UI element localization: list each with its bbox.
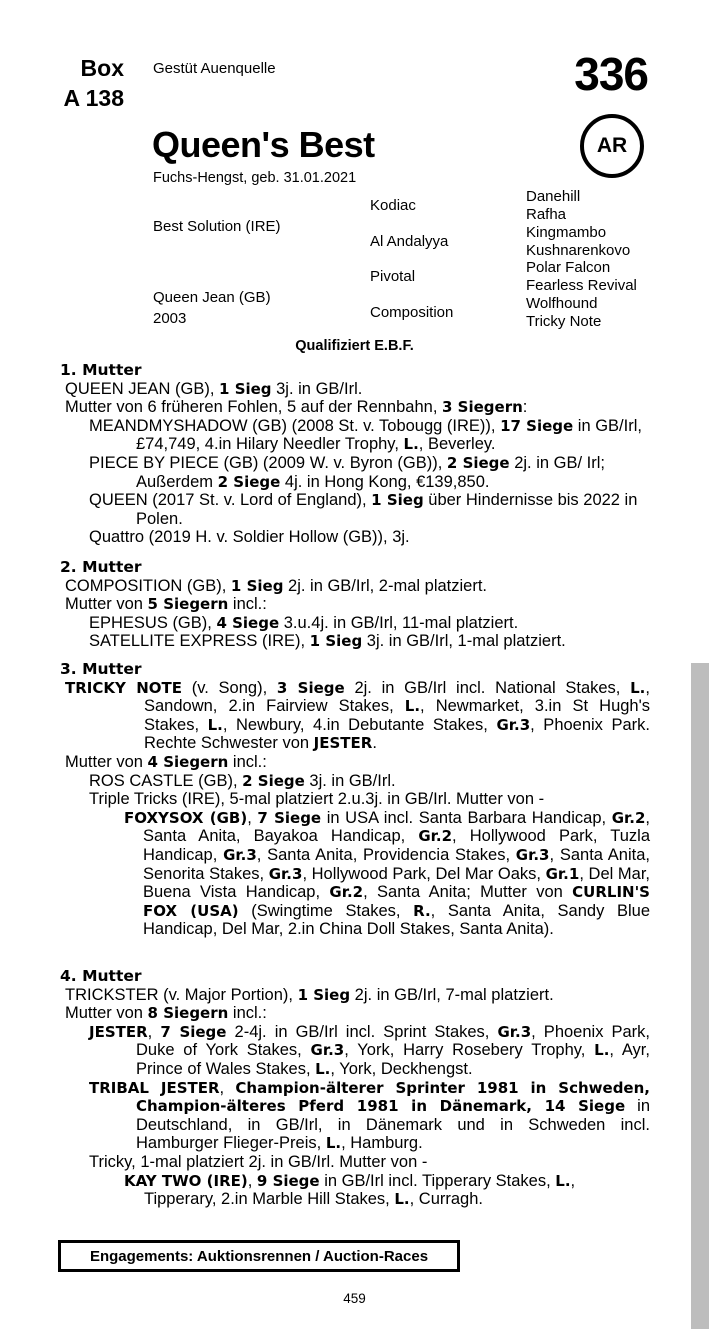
bold-run: 2 Siege [242,771,305,790]
bold-run: TRIBAL JESTER [89,1078,220,1097]
bold-run: CURLIN'S FOX (USA) [143,883,650,920]
produce-entry [60,614,650,633]
bold-run: 1 Sieg [297,985,351,1004]
text-run: , York, Harry Rosebery Trophy, [344,1041,595,1060]
produce-entry [60,454,650,491]
produce-entry [60,1023,650,1079]
breeder: Gestüt Auenquelle [153,60,276,77]
text-run: , Sandown, 2.in Fairview Stakes, [144,678,650,716]
text-run: TRICKSTER (v. Major Portion), [65,985,298,1004]
produce-entry [60,772,650,791]
bold-run: Gr.2 [418,827,453,846]
text-run: 3j. in GB/Irl, 1-mal platziert. [362,632,566,651]
text-run: Mutter von 6 früheren Fohlen, 5 auf der Rennbahn, [65,398,442,417]
bold-run: 7 Siege [257,808,322,827]
section-third-dam [60,660,650,939]
produce-summary [60,398,650,417]
text-run: , [147,1022,161,1041]
pedigree-sire: Best Solution (IRE) [153,218,281,235]
pedigree-gen3: Fearless Revival [526,277,637,294]
produce-summary [60,753,650,772]
text-run: , [219,1078,236,1097]
bold-run: L. [394,1190,410,1209]
text-run: , Del Mar, Buena Vista Handicap, [143,864,650,902]
section-second-dam [60,558,650,651]
bold-run: L. [404,697,421,716]
bold-run: 9 Siege [256,1171,320,1190]
bold-run: 5 Siegern [147,595,229,614]
bold-run: 1 Sieg [230,576,284,595]
grand-produce-entry [60,809,650,939]
text-run: ROS CASTLE (GB), [89,771,243,790]
text-run: über Hindernisse bis 2022 in Polen. [136,491,638,528]
dam-line [60,679,650,753]
text-run: Mutter von [65,595,148,614]
text-run: , [247,1171,257,1190]
text-run: , Santa Anita, Providencia Stakes, [256,845,516,864]
produce-summary [60,1004,650,1023]
text-run: in Deutschland, in GB/Irl, in Dänemark und in Schweden incl. Hamburger Flieger-Preis, [136,1097,651,1153]
produce-entry: Tricky, 1-mal platziert 2j. in GB/Irl. Mutter von - [89,1152,428,1171]
text-run: , Santa Anita, Senorita Stakes, [143,845,650,883]
bold-run: Gr.3 [496,715,531,734]
text-run: incl.: [228,1004,267,1023]
horse-name: Queen's Best [152,124,375,165]
section-first-dam [60,361,650,547]
text-run: , Newmarket, 3.in St Hugh's Stakes, [144,697,650,734]
bold-run: 2 Siege [446,453,510,472]
text-run: in GB/Irl, £74,749, 4.in Hilary Needler Trophy, [136,416,642,454]
bold-run: L. [403,435,419,454]
text-run: 2j. in GB/Irl, 2-mal platziert. [283,576,487,595]
bold-run: Gr.2 [611,808,646,827]
bold-run: L. [325,1134,342,1153]
pedigree-dam: Queen Jean (GB) [153,289,271,306]
qualification [0,338,709,354]
bold-run: 4 Siege [216,613,280,632]
bold-run: R. [413,901,431,920]
text-run: in GB/Irl incl. Tipperary Stakes, [319,1171,556,1190]
text-run: , Santa Anita; Mutter von [363,883,573,902]
pedigree-gen3: Kingmambo [526,224,607,241]
ar-badge-icon [580,114,644,178]
box-label: Box [80,55,124,81]
text-run: : [522,398,528,417]
text-run: 2j. in GB/ Irl; Außerdem [136,453,605,491]
bold-run: L. [207,715,223,734]
text-run: incl.: [228,752,267,771]
text-run: 2j. in GB/Irl incl. National Stakes, [344,678,631,697]
engagements-text: Engagements: Auktionsrennen / Auction-Races [89,1247,429,1265]
text-run: incl.: [228,595,267,614]
text-run: , [247,808,258,827]
dam-line [60,380,650,399]
bold-run: L. [594,1041,610,1060]
bold-run: Gr.2 [329,883,364,902]
bold-run: L. [315,1059,331,1078]
produce-summary [60,595,650,614]
bold-run: L. [630,678,646,697]
text-run: EPHESUS (GB), [89,613,217,632]
produce-entry: Quattro (2019 H. v. Soldier Hollow (GB)), 3j. [89,528,410,547]
bold-run: 4 Siegern [147,752,229,771]
bold-run: Gr.3 [268,864,303,883]
text-run: 3.u.4j. in GB/Irl, 11-mal platziert. [279,613,519,632]
dam-line [60,986,650,1005]
text-run: , Tipperary, 2.in Marble Hill Stakes, [144,1171,576,1209]
text-run: Mutter von [65,752,148,771]
bold-run: Gr.3 [515,845,550,864]
pedigree-gen3: Danehill [526,188,581,205]
bold-run: Champion-älterer Sprinter 1981 in Schweden, Champion-älteres Pferd 1981 in Dänemark, 14 Siege [136,1078,650,1116]
bold-run: 1 Sieg [309,632,363,651]
text-run: SATELLITE EXPRESS (IRE), [89,632,310,651]
bold-run: FOXYSOX (GB) [124,808,248,827]
text-run: , York, Deckhengst. [330,1059,473,1078]
bold-run: 3 Siege [276,678,345,697]
text-run: , Curragh. [409,1190,483,1209]
scrollbar[interactable] [691,663,709,1329]
section-title: 3. Mutter [60,660,142,678]
text-run: , Hamburg. [341,1134,423,1153]
text-run: 4j. in Hong Kong, €139,850. [280,472,490,491]
text-run: , Hollywood Park, Del Mar Oaks, [302,864,546,883]
text-run: QUEEN (2017 St. v. Lord of England), [89,491,372,510]
section-title: 1. Mutter [60,361,142,379]
pedigree-gen2: Composition [370,304,454,321]
produce-entry [60,1079,650,1153]
bold-run: TRICKY NOTE [65,678,182,697]
pedigree-gen2: Al Andalyya [370,233,449,250]
text-run: , Hollywood Park, Tuzla Handicap, [143,827,651,864]
text-run: , Phoenix Park. Rechte Schwester von [144,715,650,753]
text-run: 2j. in GB/Irl, 7-mal platziert. [350,985,554,1004]
bold-run: L. [555,1171,571,1190]
produce-entry [60,632,650,651]
bold-run: JESTER [313,734,373,753]
engagements-box [58,1240,460,1272]
bold-run: 7 Siege [160,1022,227,1041]
text-run: (Swingtime Stakes, [238,901,414,920]
pedigree-gen3: Tricky Note [526,313,602,330]
bold-run: 1 Sieg [371,491,424,510]
bold-run: Gr.3 [310,1041,345,1060]
bold-run: 17 Siege [500,416,574,435]
text-run: , Beverley. [418,435,496,454]
badge-label: AR [596,134,628,157]
pedigree-gen3: Rafha [526,206,567,223]
pedigree-gen2: Kodiac [370,197,416,214]
bold-run: Gr.3 [497,1022,532,1041]
grand-produce-entry [60,1172,650,1209]
bold-run: 8 Siegern [147,1004,229,1023]
pedigree-gen3: Kushnarenkovo [526,242,631,259]
text-run: , Phoenix Park, Duke of York Stakes, [136,1022,651,1060]
lot-number: 336 [574,48,648,100]
text-run: COMPOSITION (GB), [65,576,231,595]
pedigree-gen3: Polar Falcon [526,259,611,276]
text-run: . [372,734,377,753]
pedigree-gen2: Pivotal [370,268,416,285]
bold-run: KAY TWO (IRE) [124,1171,248,1190]
section-title: 4. Mutter [60,967,142,985]
bold-run: 3 Siegern [442,398,523,417]
box-number: A 138 [63,85,124,111]
dam-line [60,577,650,596]
text-run: , Santa Anita, Bayakoa Handicap, [143,808,650,846]
page-number: 459 [343,1291,366,1306]
produce-entry [60,491,650,528]
text-run: in USA incl. Santa Barbara Handicap, [321,808,612,827]
text-run: Mutter von [65,1004,148,1023]
text-run: , Newbury, 4.in Debutante Stakes, [222,715,497,734]
text-run: (v. Song), [182,678,277,697]
bold-run: JESTER [89,1022,148,1041]
qualification-text: Qualifiziert E.B.F. [295,338,414,354]
horse-description: Fuchs-Hengst, geb. 31.01.2021 [153,170,357,186]
section-fourth-dam [60,967,650,1209]
text-run: QUEEN JEAN (GB), [65,379,220,398]
text-run: 2-4j. in GB/Irl incl. Sprint Stakes, [226,1022,498,1041]
pedigree-gen3: Wolfhound [526,295,598,312]
text-run: , Ayr, Prince of Wales Stakes, [136,1041,650,1078]
text-run: MEANDMYSHADOW (GB) (2008 St. v. Tobougg (IRE)), [89,416,501,435]
produce-entry [60,417,650,454]
bold-run: 1 Sieg [219,379,272,398]
section-title: 2. Mutter [60,558,142,576]
bold-run: Gr.1 [545,864,580,883]
pedigree-dam-year: 2003 [153,310,187,327]
text-run: , Santa Anita, Sandy Blue Handicap, Del Mar, 2.in China Doll Stakes, Santa Anita). [143,901,650,939]
text-run: 3j. in GB/Irl. [271,379,363,398]
text-run: 3j. in GB/Irl. [304,771,396,790]
bold-run: 2 Siege [217,472,281,491]
text-run: PIECE BY PIECE (GB) (2009 W. v. Byron (GB)), [89,453,447,472]
bold-run: Gr.3 [223,845,257,864]
produce-entry: Triple Tricks (IRE), 5-mal platziert 2.u.3j. in GB/Irl. Mutter von - [89,790,545,809]
